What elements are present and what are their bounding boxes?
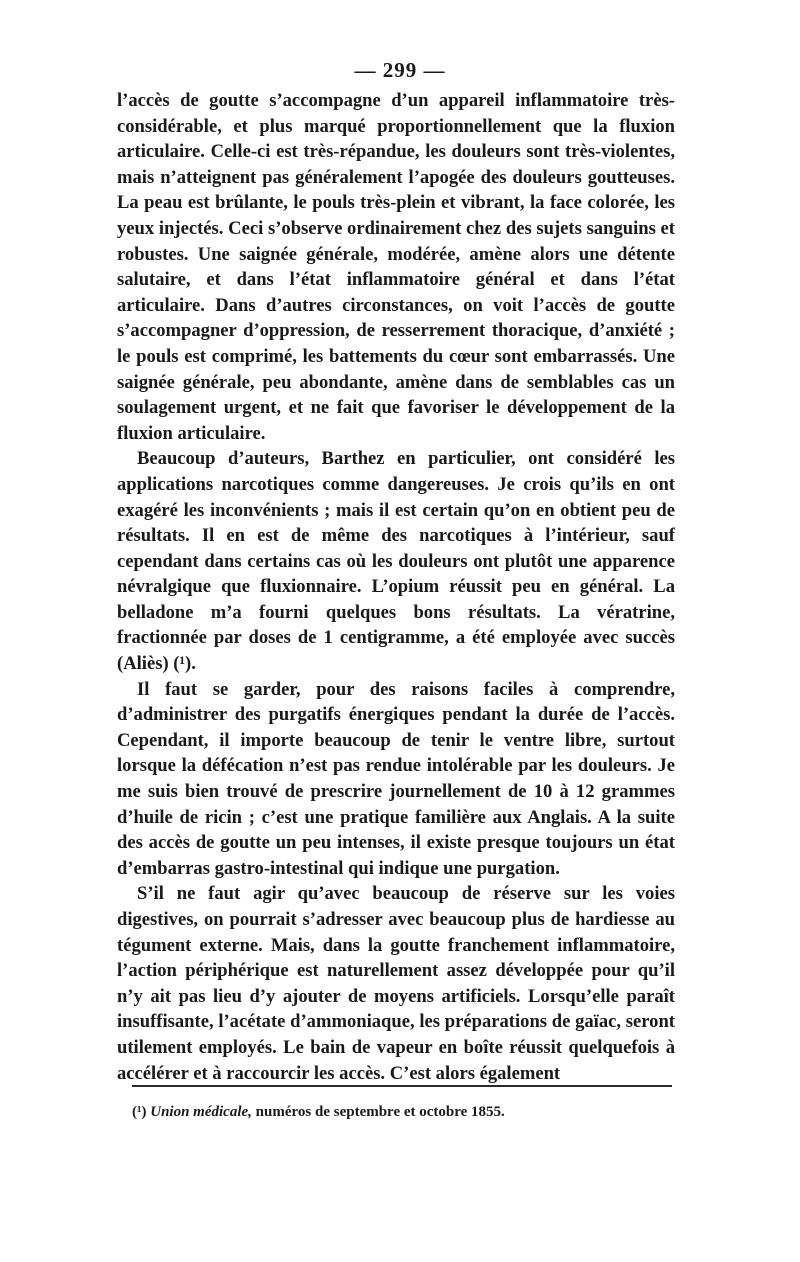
paragraph: Beaucoup d’auteurs, Barthez en particulier, ont considéré les applications narcotiques comme dangereuses. Je crois qu’ils en ont exagéré les inconvénients ; mais il est certain qu’on en obtient peu de résultats. Il en est de même des narcotiques à l’intérieur, sauf cependant dans certains cas où les douleurs ont plutôt une apparence névralgique que fluxionnaire. L’opium réussit peu en général. La belladone m’a fourni quelques bons résultats. La vératrine, fractionnée par doses de 1 centigramme, a été employée avec succès (Aliès) (¹). bbox=[117, 448, 675, 675]
paragraph: S’il ne faut agir qu’avec beaucoup de réserve sur les voies digestives, on pourrait s’adresser avec beaucoup plus de hardiesse au tégument externe. Mais, dans la goutte franchement inflammatoire, l’action périphérique est naturellement assez développée pour qu’il n’y ait pas lieu d’y ajouter de moyens artificiels. Lorsqu’elle paraît insuffisante, l’acétate d’ammoniaque, les préparations de gaïac, seront utilement employés. Le bain de vapeur en boîte réussit quelquefois à accélérer et à raccourcir les accès. C’est alors également bbox=[117, 883, 675, 1084]
paragraph: Il faut se garder, pour des raisons faciles à comprendre, d’administrer des purgatifs énergiques pendant la durée de l’accès. Cependant, il importe beaucoup de tenir le ventre libre, surtout lorsque la défécation n’est pas rendue intolérable par les douleurs. Je me suis bien trouvé de prescrire journellement de 10 à 12 grammes d’huile de ricin ; c’est une pratique familière aux Anglais. A la suite des accès de goutte un peu intenses, il existe presque toujours un état d’embarras gastro-intestinal qui indique une purgation. bbox=[117, 678, 675, 879]
footnote-text: numéros de septembre et octobre 1855. bbox=[255, 1104, 505, 1120]
body-text bbox=[117, 88, 675, 1086]
footnote bbox=[132, 1102, 672, 1122]
footnote-divider bbox=[132, 1085, 672, 1087]
footnote-journal: Union médicale, bbox=[150, 1104, 252, 1120]
footnote-marker: (¹) bbox=[132, 1104, 147, 1120]
paragraph: l’accès de goutte s’accompagne d’un appareil inflammatoire très-considérable, et plus marqué proportionnellement que la fluxion articulaire. Celle-ci est très-répandue, les douleurs sont très-violentes, mais n’atteignent pas généralement l’apogée des douleurs goutteuses. La peau est brûlante, le pouls très-plein et vibrant, la face colorée, les yeux injectés. Ceci s’observe ordinairement chez des sujets sanguins et robustes. Une saignée générale, modérée, amène alors une détente salutaire, et dans l’état inflammatoire général et dans l’état articulaire. Dans d’autres circonstances, on voit l’accès de goutte s’accompagner d’oppression, de resserrement thoracique, d’anxiété ; le pouls est comprimé, les battements du cœur sont embarrassés. Une saignée générale, peu abondante, amène dans de semblables cas un soulagement urgent, et ne fait que favoriser le développement de la fluxion articulaire. bbox=[117, 90, 675, 444]
page-number: — 299 — bbox=[354, 58, 446, 82]
